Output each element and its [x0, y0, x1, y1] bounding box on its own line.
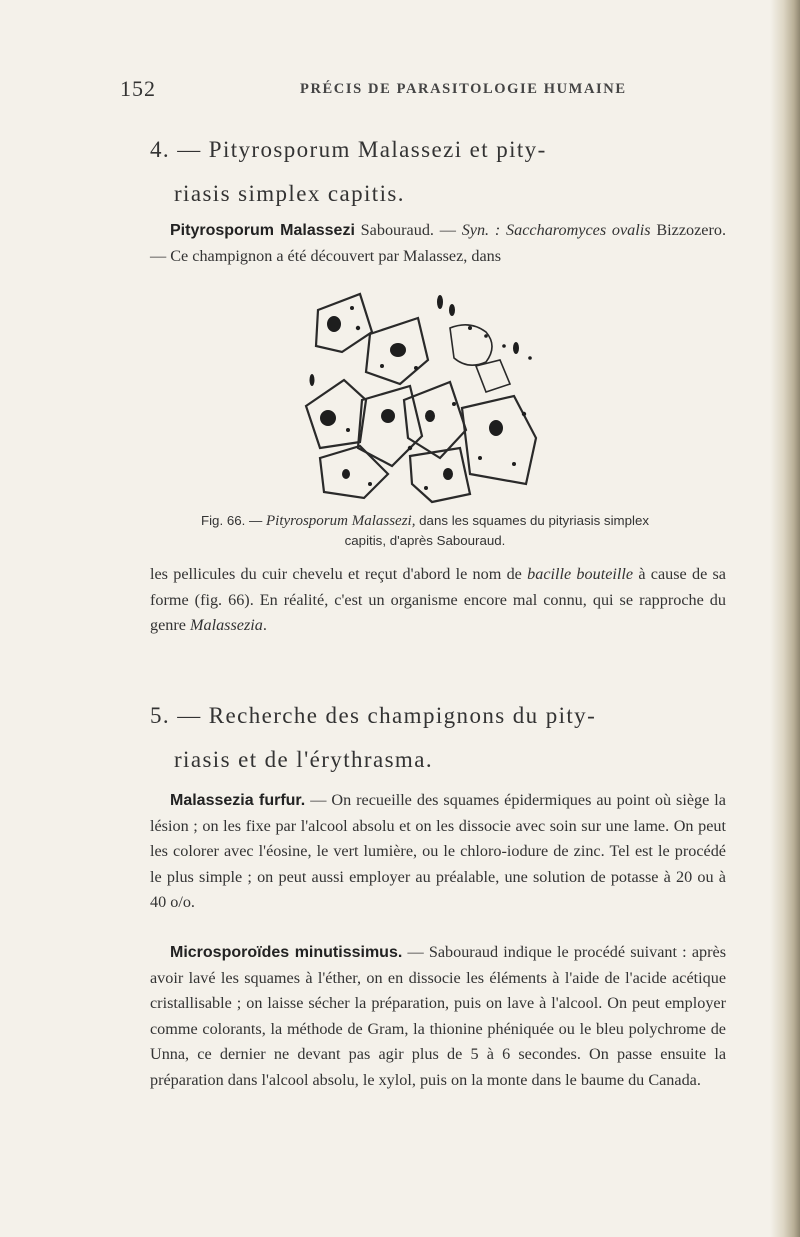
cont-genus: Malassezia: [190, 616, 263, 634]
section-4-intro-paragraph: [150, 218, 726, 269]
running-head: PRÉCIS DE PARASITOLOGIE HUMAINE: [300, 81, 627, 97]
cont-text-1: les pellicules du cuir chevelu et reçut d'abord le nom de: [150, 565, 528, 583]
bottle-bacillus-2: [449, 304, 455, 316]
intro-text-2: Bizzozero. — Ce champignon a été découvert par Malassez, dans: [150, 221, 727, 265]
spore-8: [342, 469, 350, 479]
section-4-title-line1: 4. — Pityrosporum Malassezi et pity-: [150, 137, 547, 162]
spore-2: [390, 343, 406, 357]
microsporoides-paragraph: [150, 940, 726, 1093]
spore-1: [327, 316, 341, 332]
page-header: [120, 76, 714, 104]
figure-66-illustration: [300, 288, 556, 508]
microsporoides-lead: Microsporoïdes minutissimus.: [170, 944, 403, 961]
malassezia-furfur-lead: Malassezia furfur.: [170, 792, 306, 809]
cont-text-3: .: [262, 616, 267, 634]
cont-italic-bacille: bacille bouteille: [527, 565, 634, 583]
microsporoides-text: — Sabouraud indique le procédé suivant : après avoir lavé les squames à l'éther, on en dissocie les éléments à l'aide de l'acide acétique cristallisable ; on laisse sécher la préparation, puis on lave à l'alcool. On peut employer comme colorants, la méthode de Gram, la thionine phéniquée ou le bleu polychrome de Unna, ce dernier ne devant pas agir plus de 5 à 6 secondes. On passe ensuite la préparation dans l'alcool absolu, le xylol, puis on la monte dans le baume du Canada.: [150, 943, 727, 1089]
section-5-title-line1: 5. — Recherche des champignons du pity-: [150, 703, 597, 728]
squame-cell-3: [306, 380, 366, 448]
spore-6: [425, 410, 435, 422]
caption-rest: dans les squames du pityriasis simplex capitis, d'après Sabouraud.: [344, 513, 650, 548]
malassezia-furfur-text: — On recueille des squames épidermiques au point où siège la lésion ; on les fixe par l'alcool absolu et on les dissocie avec soin sur une lame. On peut les colorer avec l'éosine, le vert lumière, ou le chloro-iodure de zinc. Tel est le procédé le plus simple ; on peut aussi employer au préalable, une solution de potasse à 20 ou à 40 o/o.: [150, 791, 726, 911]
figure-66-caption: [200, 511, 650, 550]
cont-text-2: à cause de sa forme (fig. 66). En réalité, c'est un organisme encore mal connu, qui se rapproche du genre: [150, 565, 726, 634]
caption-species: Pityrosporum Malassezi,: [266, 513, 416, 529]
section-4-continuation-paragraph: [150, 562, 726, 639]
spore-5: [489, 420, 503, 436]
syn-label: Syn. :: [461, 221, 501, 239]
malassezia-furfur-paragraph: [150, 788, 726, 916]
squame-cell-7: [320, 446, 388, 498]
squame-cell-5: [404, 382, 466, 458]
section-4-title-line2: riasis simplex capitis.: [174, 181, 405, 206]
intro-text-1: Sabouraud. —: [354, 221, 462, 239]
pityrosporum-lead: Pityrosporum Malassezi: [170, 222, 355, 239]
page-number: 152: [120, 76, 156, 101]
spore-3: [320, 410, 336, 426]
page-edge-shadow: [770, 0, 800, 1237]
bottle-bacillus-3: [513, 342, 519, 354]
syn-name: Saccharomyces ovalis: [500, 221, 651, 239]
squame-cell-1: [316, 294, 372, 352]
spore-7: [443, 468, 453, 480]
squame-cell-8: [410, 448, 470, 502]
caption-label: Fig. 66. —: [200, 513, 267, 528]
section-4-title: [150, 128, 720, 216]
section-5-title-line2: riasis et de l'érythrasma.: [174, 747, 433, 772]
section-5-title: [150, 694, 720, 782]
bottle-bacillus-4: [310, 374, 315, 386]
squame-cell-6: [462, 396, 536, 484]
bottle-bacillus-1: [437, 295, 443, 309]
spore-4: [381, 409, 395, 423]
